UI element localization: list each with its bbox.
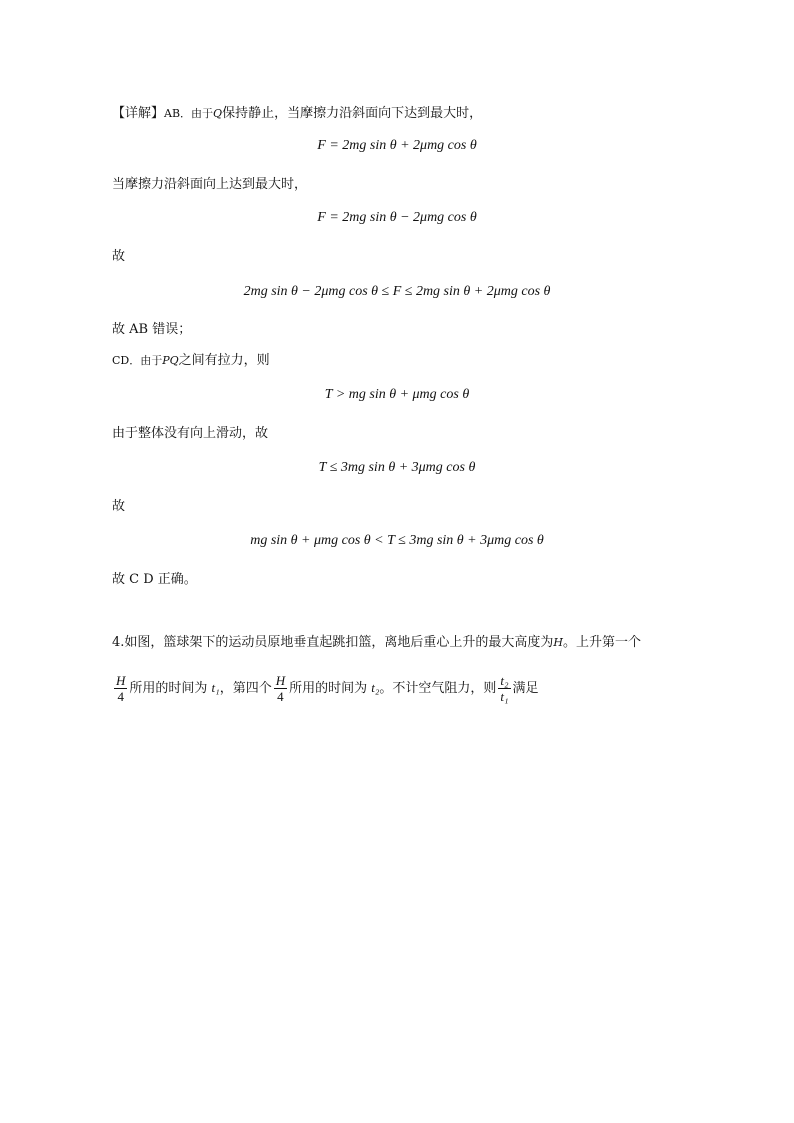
question-4-line-1-end: 。上升第一个 (563, 635, 642, 650)
fraction-denominator-2: 4 (277, 689, 284, 704)
equation-3: 2mg sin θ − 2μmg cos θ ≤ F ≤ 2mg sin θ + 2μmg cos θ (243, 284, 551, 299)
t2-variable: t₂ (371, 680, 380, 695)
fraction-h-over-4 (114, 674, 127, 703)
question-4-line-2 (112, 668, 539, 709)
equation-5: T ≤ 3mg sin θ + 3μmg cos θ (318, 460, 476, 475)
detail-label: 【详解】 (112, 106, 165, 121)
question-4-text: 4.如图，篮球架下的运动员原地垂直起跳扣篮，离地后重心上升的最大高度为 (112, 635, 554, 650)
cd-line (112, 351, 270, 371)
q4-text-c: 所用的时间为 (289, 681, 368, 696)
cd-conclusion: 故 C D 正确。 (112, 572, 197, 587)
gu-2: 故 (112, 499, 126, 514)
whole-line: 由于整体没有向上滑动，故 (112, 426, 269, 441)
ratio-denominator: t₁ (500, 689, 509, 704)
pq-variable: PQ (162, 354, 179, 367)
gu-1: 故 (112, 249, 126, 264)
t1-variable: t₁ (211, 680, 220, 695)
q4-text-b: ，第四个 (219, 681, 272, 696)
fraction-t2-over-t1 (498, 674, 510, 703)
cd-rest-text: 之间有拉力，则 (178, 353, 270, 368)
ab-rest-text: 保持静止，当摩擦力沿斜面向下达到最大时， (222, 106, 483, 121)
q4-text-a: 所用的时间为 (129, 681, 208, 696)
detail-line-1 (112, 104, 482, 124)
fraction-denominator: 4 (117, 689, 124, 704)
equation-4: T > mg sin θ + μmg cos θ (324, 387, 470, 402)
equation-6: mg sin θ + μmg cos θ < T ≤ 3mg sin θ + 3μmg cos θ (250, 533, 544, 548)
q4-text-e: 满足 (512, 681, 539, 696)
fraction-numerator: H (116, 673, 126, 688)
ratio-numerator: t₂ (500, 673, 509, 688)
q-variable: Q (213, 107, 223, 120)
question-4-line-1 (112, 633, 641, 653)
equation-1: F = 2mg sin θ + 2μmg cos θ (317, 138, 477, 153)
detail-line-2: 当摩擦力沿斜面向上达到最大时， (112, 177, 308, 192)
h-variable: H (553, 636, 563, 649)
ab-conclusion: 故 AB 错误； (112, 322, 192, 337)
q4-text-d: 。不计空气阻力，则 (379, 681, 497, 696)
fraction-numerator-2: H (275, 673, 286, 688)
cd-prefix: CD．由于 (112, 354, 163, 367)
fraction-h-over-4-second (274, 674, 287, 703)
equation-2: F = 2mg sin θ − 2μmg cos θ (317, 210, 477, 225)
ab-prefix: AB．由于 (164, 107, 214, 120)
